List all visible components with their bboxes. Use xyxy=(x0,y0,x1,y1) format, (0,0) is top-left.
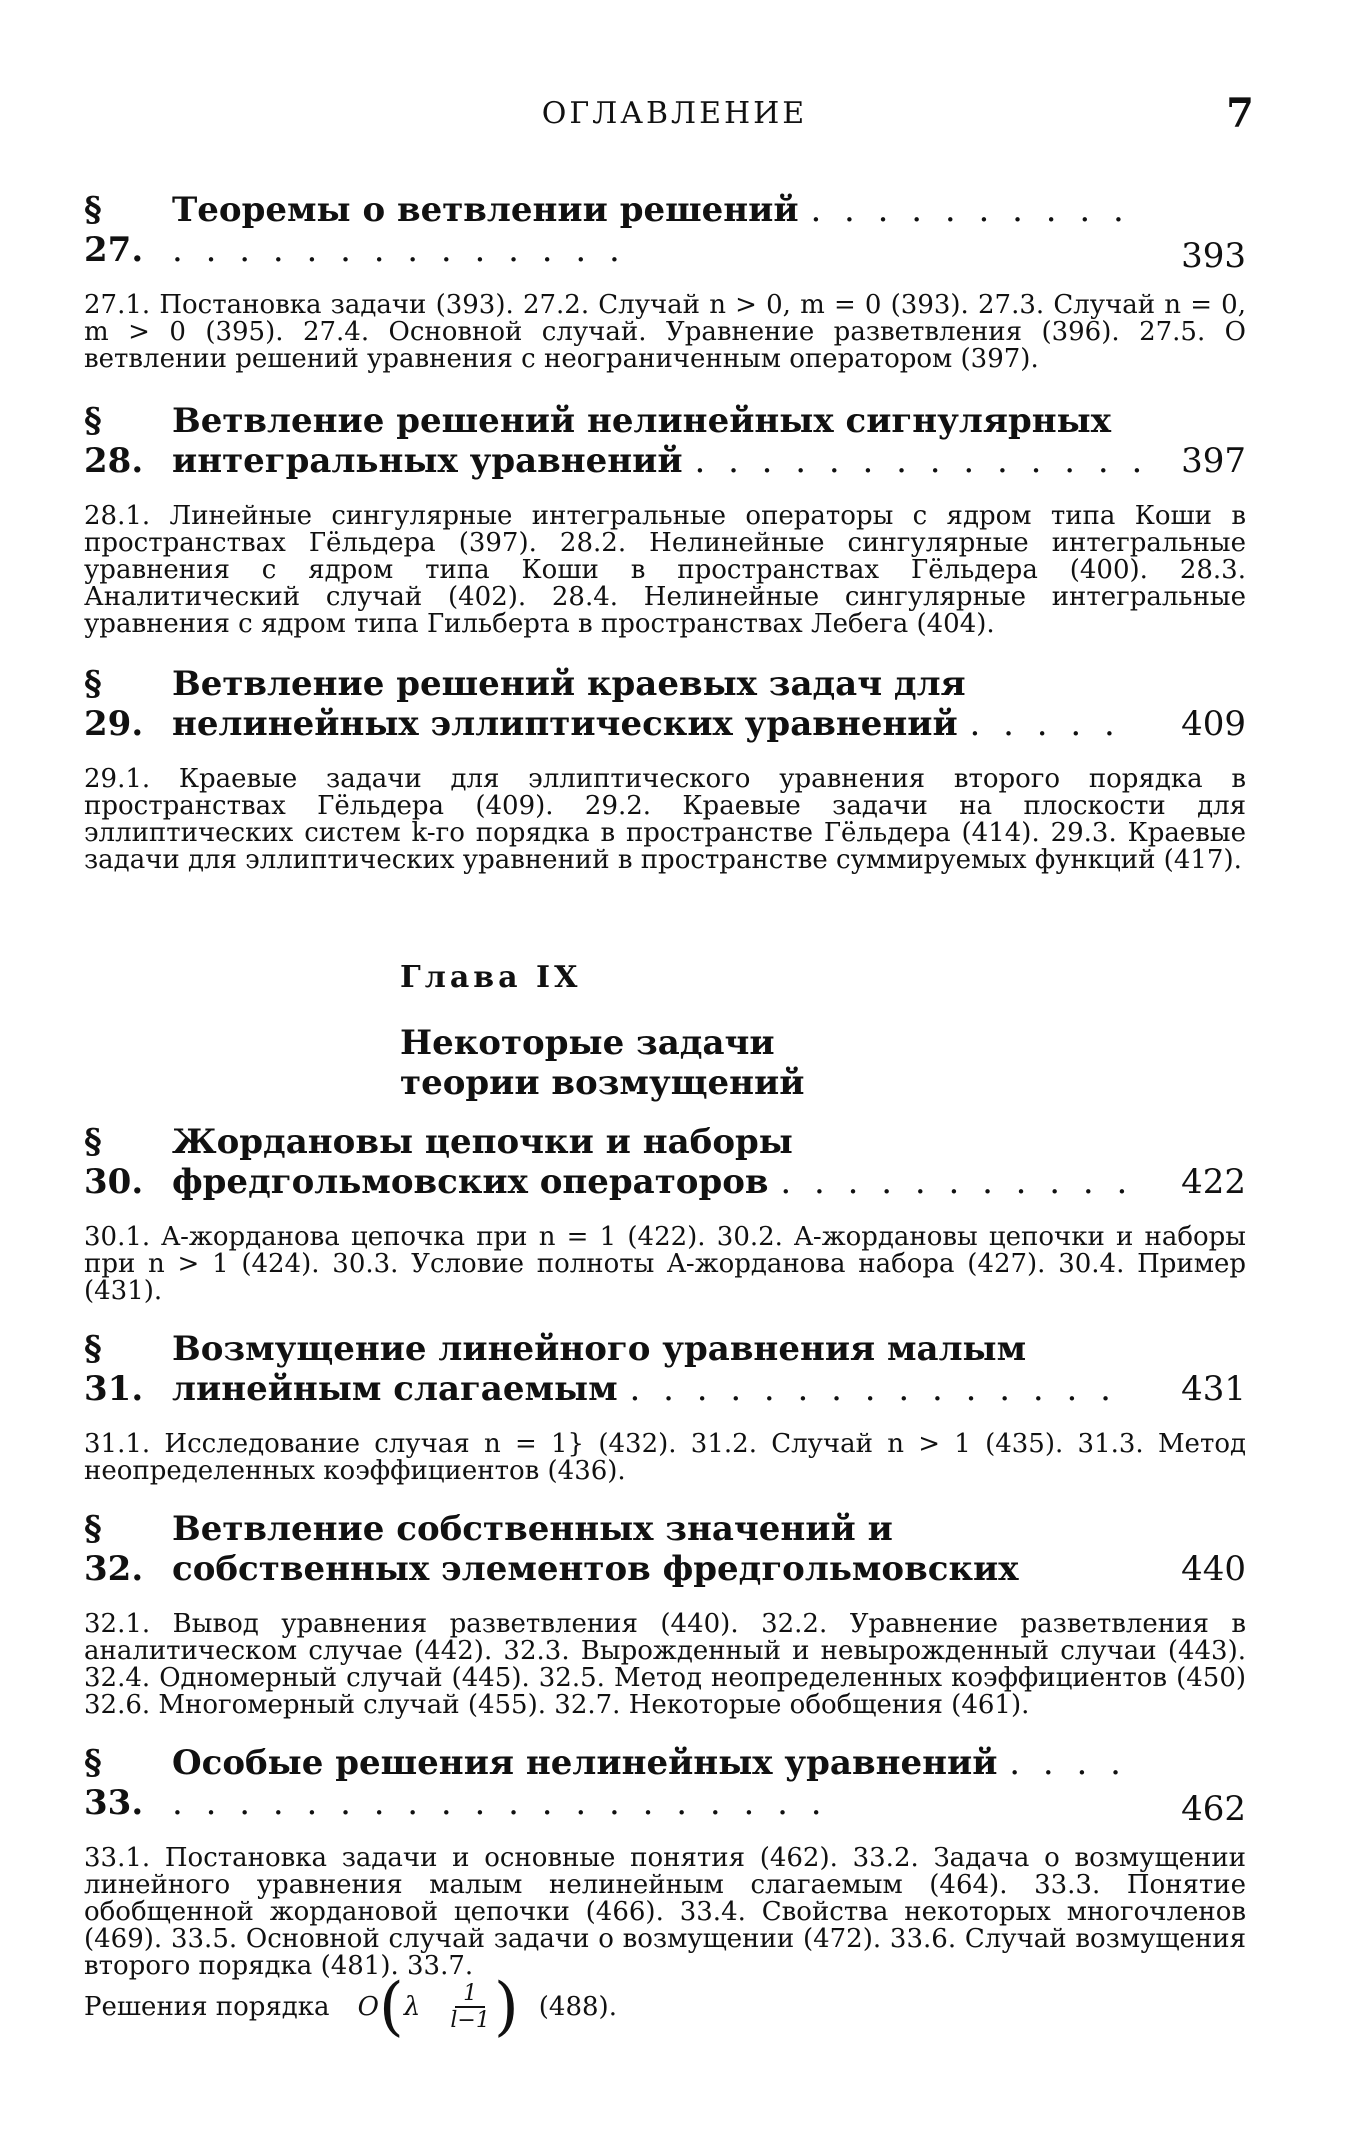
section-title: Ветвление собственных значений и собственных элементов фредгольмовских xyxy=(172,1509,1019,1589)
section-contents: 30.1. A-жорданова цепочка при n = 1 (422). 30.2. A-жордановы цепочки и наборы при n > 1 (424). 30.3. Условие полноты A-жорданова набора (427). 30.4. Пример (431). xyxy=(84,1222,1246,1306)
leader-dots: . . . . . . . . . . . . . . xyxy=(694,441,1149,481)
right-paren-glyph: ) xyxy=(493,1970,519,2044)
section-mark: § 27. xyxy=(84,190,144,270)
section-title: Жордановы цепочки и наборы фредгольмовских операторов xyxy=(172,1122,793,1202)
toc-part-2 xyxy=(84,1122,1246,1980)
section-mark: § 30. xyxy=(84,1122,144,1202)
section-contents: 31.1. Исследование случая n = 1} (432). 31.2. Случай n > 1 (435). 31.3. Метод неопределенных коэффициентов (436). xyxy=(84,1429,1246,1486)
page-number: 7 xyxy=(1226,90,1254,137)
leader-dots: . . . . . . . . . . . xyxy=(780,1162,1134,1202)
fraction-denominator: l−1 xyxy=(450,2008,490,2033)
section-contents: 29.1. Краевые задачи для эллиптического уравнения второго порядка в пространствах Гёльдера (409). 29.2. Краевые задачи на плоскости для эллиптических систем k-го порядка в пространстве Гёльдера (414). 29.3. Краевые задачи для эллиптических уравнений в пространстве суммируемых функций (417). xyxy=(84,764,1246,875)
section-page: 440 xyxy=(1181,1549,1246,1589)
section-title: Теоремы о ветвлении решений xyxy=(172,190,799,230)
chapter-label: Глава IX xyxy=(400,960,582,995)
section-mark: § 32. xyxy=(84,1509,144,1589)
formula-suffix: (488). xyxy=(538,1992,617,2022)
section-title: Возмущение линейного уравнения малым линейным слагаемым xyxy=(172,1329,1027,1409)
section-page: 462 xyxy=(1181,1789,1246,1829)
toc-entry[interactable] xyxy=(84,1743,1246,1980)
section-contents: 32.1. Вывод уравнения разветвления (440). 32.2. Уравнение разветвления в аналитическом случае (442). 32.3. Вырожденный и невырожденный случаи (443). 32.4. Одномерный случай (445). 32.5. Метод неопределенных коэффициентов (450) 32.6. Многомерный случай (455). 32.7. Некоторые обобщения (461). xyxy=(84,1609,1246,1720)
section-mark: § 33. xyxy=(84,1743,144,1823)
section-mark: § 29. xyxy=(84,664,144,744)
toc-part-1 xyxy=(84,190,1246,874)
section-contents: 28.1. Линейные сингулярные интегральные операторы с ядром типа Коши в пространствах Гёльдера (397). 28.2. Нелинейные сингулярные интегральные уравнения с ядром типа Коши в пространствах Гёльдера (400). 28.3. Аналитический случай (402). 28.4. Нелинейные сингулярные интегральные уравнения с ядром типа Гильберта в пространствах Лебега (404). xyxy=(84,501,1246,639)
leader-dots: . . . . . xyxy=(969,704,1121,744)
section-title: Особые решения нелинейных уравнений xyxy=(172,1743,998,1783)
chapter-title xyxy=(400,1023,804,1103)
running-title: ОГЛАВЛЕНИЕ xyxy=(541,96,808,131)
leader-dots: . . . . . . . . . . . . . . . . . . . . . . . . xyxy=(172,1743,1127,1823)
fraction-numerator: 1 xyxy=(455,1981,485,2008)
section-title: Ветвление решений нелинейных сигнулярных интегральных уравнений xyxy=(172,401,1112,481)
section-page: 409 xyxy=(1181,704,1246,744)
lambda-symbol: λ xyxy=(403,1992,421,2022)
section-page: 393 xyxy=(1181,236,1246,276)
left-paren-glyph: ( xyxy=(378,1970,404,2044)
big-o-symbol: O xyxy=(357,1992,379,2022)
section-title: Ветвление решений краевых задач для нелинейных эллиптических уравнений xyxy=(172,664,966,744)
page-header xyxy=(0,92,1349,142)
formula-prefix: Решения порядка xyxy=(84,1992,330,2022)
section-mark: § 28. xyxy=(84,401,144,481)
exponent-fraction xyxy=(446,1981,493,2033)
section-mark: § 31. xyxy=(84,1329,144,1409)
chapter-title-line: Некоторые задачи xyxy=(400,1023,775,1063)
section-contents: 33.1. Постановка задачи и основные понятия (462). 33.2. Задача о возмущении линейного уравнения малым нелинейным слагаемым (464). 33.3. Понятие обобщенной жордановой цепочки (466). 33.4. Свойства некоторых многочленов (469). 33.5. Основной случай задачи о возмущении (472). 33.6. Случай возмущения второго порядка (481). 33.7. xyxy=(84,1843,1246,1981)
toc-entry[interactable] xyxy=(84,1122,1246,1305)
toc-entry[interactable] xyxy=(84,401,1246,638)
toc-entry[interactable] xyxy=(84,664,1246,874)
leader-dots: . . . . . . . . . . . . . . . xyxy=(629,1369,1117,1409)
order-formula xyxy=(357,1970,519,2044)
section-page: 397 xyxy=(1181,441,1246,481)
section-page: 431 xyxy=(1181,1369,1246,1409)
formula-line xyxy=(84,1970,617,2044)
leader-dots: . . . . . . . . . . . . . . . . . . . . . . . . xyxy=(172,190,1130,270)
toc-entry[interactable] xyxy=(84,190,1246,373)
section-page: 422 xyxy=(1181,1162,1246,1202)
section-contents: 27.1. Постановка задачи (393). 27.2. Случай n > 0, m = 0 (393). 27.3. Случай n = 0, m > 0 (395). 27.4. Основной случай. Уравнение разветвления (396). 27.5. О ветвлении решений уравнения с неограниченным оператором (397). xyxy=(84,290,1246,374)
toc-entry[interactable] xyxy=(84,1509,1246,1719)
chapter-heading xyxy=(400,960,804,1103)
toc-entry[interactable] xyxy=(84,1329,1246,1485)
chapter-title-line: теории возмущений xyxy=(400,1063,805,1103)
